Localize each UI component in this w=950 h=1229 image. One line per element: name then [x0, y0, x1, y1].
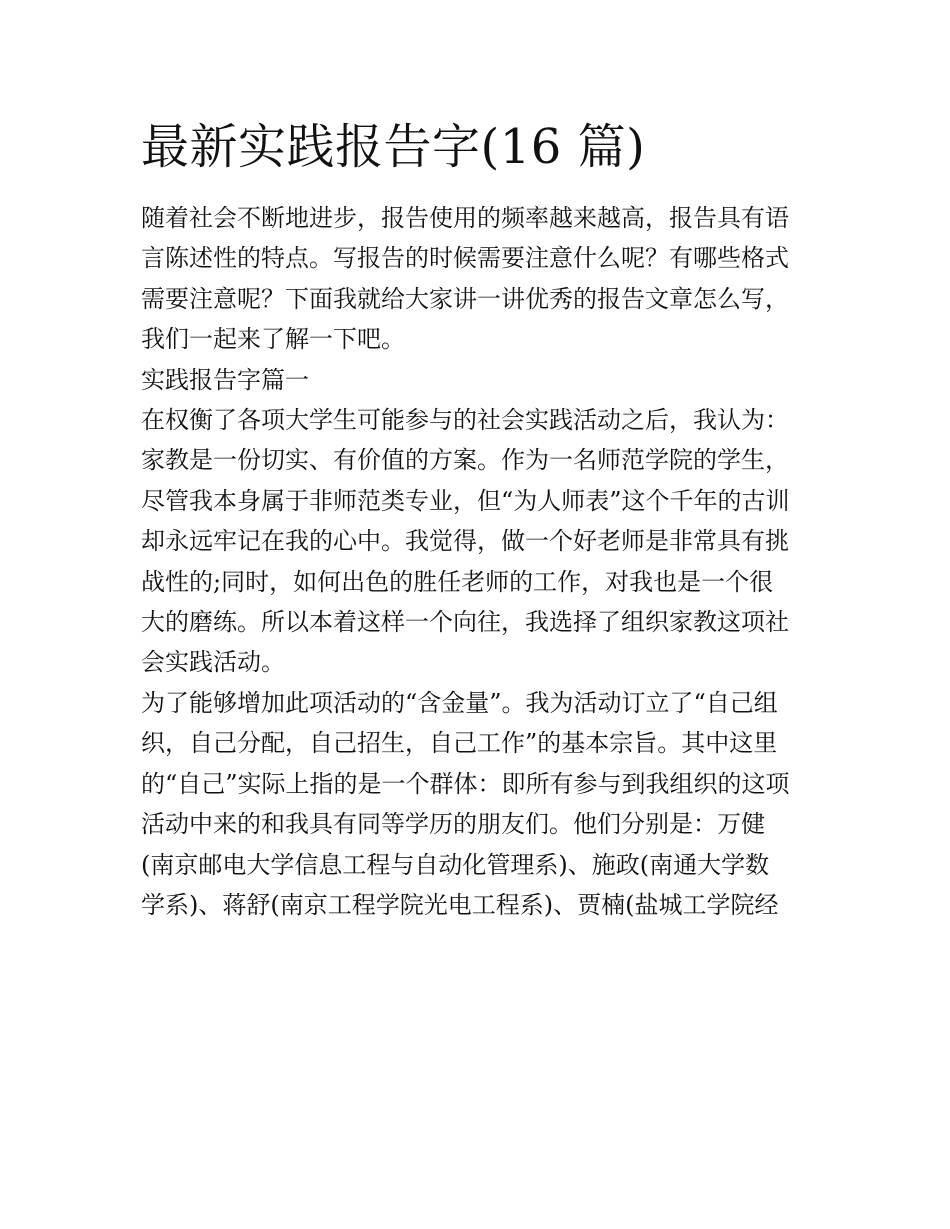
text-line: 需要注意呢？下面我就给大家讲一讲优秀的报告文章怎么写，: [141, 284, 789, 313]
text-line: 活动中来的和我具有同等学历的朋友们。他们分别是：万健: [141, 810, 765, 839]
text-line: 会实践活动。: [141, 648, 285, 677]
paragraph-intro: [141, 198, 821, 360]
text-line: 随着社会不断地进步，报告使用的频率越来越高，报告具有语: [141, 204, 789, 232]
text-line: 织，自己分配，自己招生，自己工作”的基本宗旨。其中这里: [141, 729, 778, 758]
text-line: 的“自己”实际上指的是一个群体：即所有参与到我组织的这项: [141, 769, 790, 798]
text-line: 尽管我本身属于非师范类专业，但“为人师表”这个千年的古训: [141, 486, 790, 515]
document-page: [141, 112, 821, 925]
paragraph-body-1: [141, 400, 821, 683]
text-line: 在权衡了各项大学生可能参与的社会实践活动之后，我认为：: [141, 406, 789, 435]
text-line: 言陈述性的特点。写报告的时候需要注意什么呢？有哪些格式: [141, 244, 789, 273]
text-line: 战性的;同时，如何出色的胜任老师的工作，对我也是一个很: [141, 567, 774, 596]
section-heading: [141, 360, 821, 400]
text-line: 为了能够增加此项活动的“含金量”。我为活动订立了“自己组: [141, 688, 778, 717]
text-line: 大的磨练。所以本着这样一个向往，我选择了组织家教这项社: [141, 608, 789, 637]
paragraph-body-2: [141, 683, 821, 925]
text-line: 家教是一份切实、有价值的方案。作为一名师范学院的学生，: [141, 446, 789, 475]
text-line: (南京邮电大学信息工程与自动化管理系)、施政(南通大学数: [141, 850, 770, 879]
document-title: 最新实践报告字(16 篇): [141, 119, 646, 175]
text-line: 却永远牢记在我的心中。我觉得，做一个好老师是非常具有挑: [141, 527, 789, 556]
text-line: 我们一起来了解一下吧。: [141, 325, 405, 354]
text-line: 学系)、蒋舒(南京工程学院光电工程系)、贾楠(盐城工学院经: [141, 890, 779, 919]
section-heading-text: 实践报告字篇一: [141, 365, 309, 394]
